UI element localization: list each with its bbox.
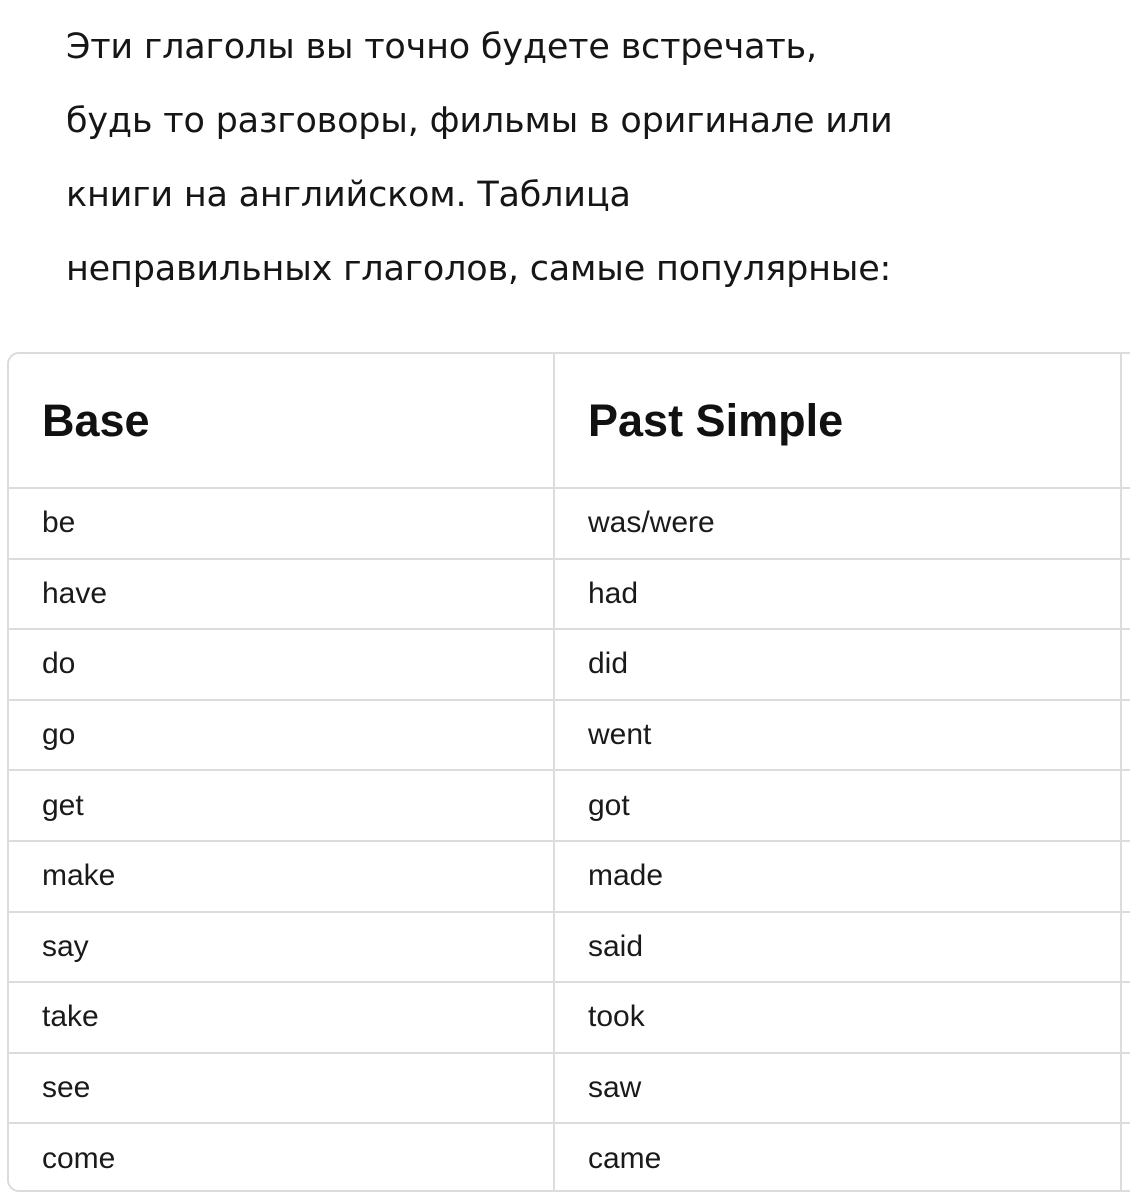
table-row [9, 629, 1130, 700]
table-row [9, 488, 1130, 559]
cell-extra [1121, 559, 1130, 630]
table-row [9, 1053, 1130, 1124]
intro-paragraph [66, 10, 1106, 306]
verbs-table-container [7, 352, 1130, 1192]
cell-base: come [9, 1123, 554, 1192]
cell-extra [1121, 841, 1130, 912]
cell-base: be [9, 488, 554, 559]
intro-line: Эти глаголы вы точно будете встречать, [66, 27, 817, 67]
cell-extra [1121, 982, 1130, 1053]
header-past-simple: Past Simple [554, 354, 1121, 488]
irregular-verbs-table [9, 354, 1130, 1192]
table-row [9, 982, 1130, 1053]
intro-line: книги на английском. Таблица [66, 175, 631, 215]
table-row [9, 1123, 1130, 1192]
cell-extra [1121, 770, 1130, 841]
cell-extra [1121, 488, 1130, 559]
header-base: Base [9, 354, 554, 488]
table-row [9, 559, 1130, 630]
cell-extra [1121, 700, 1130, 771]
table-header-row [9, 354, 1130, 488]
intro-line: будь то разговоры, фильмы в оригинале или [66, 101, 893, 141]
table-row [9, 912, 1130, 983]
cell-past-simple: made [554, 841, 1121, 912]
cell-past-simple: got [554, 770, 1121, 841]
cell-past-simple: saw [554, 1053, 1121, 1124]
intro-line: неправильных глаголов, самые популярные: [66, 249, 892, 289]
cell-past-simple: said [554, 912, 1121, 983]
cell-base: go [9, 700, 554, 771]
cell-past-simple: took [554, 982, 1121, 1053]
table-row [9, 841, 1130, 912]
cell-past-simple: had [554, 559, 1121, 630]
cell-extra [1121, 912, 1130, 983]
cell-base: do [9, 629, 554, 700]
cell-extra [1121, 1123, 1130, 1192]
cell-base: get [9, 770, 554, 841]
cell-extra [1121, 1053, 1130, 1124]
cell-base: take [9, 982, 554, 1053]
table-row [9, 700, 1130, 771]
cell-past-simple: was/were [554, 488, 1121, 559]
cell-extra [1121, 629, 1130, 700]
table-row [9, 770, 1130, 841]
cell-past-simple: did [554, 629, 1121, 700]
cell-base: make [9, 841, 554, 912]
header-extra-column [1121, 354, 1130, 488]
cell-base: say [9, 912, 554, 983]
cell-base: see [9, 1053, 554, 1124]
cell-past-simple: came [554, 1123, 1121, 1192]
cell-base: have [9, 559, 554, 630]
cell-past-simple: went [554, 700, 1121, 771]
